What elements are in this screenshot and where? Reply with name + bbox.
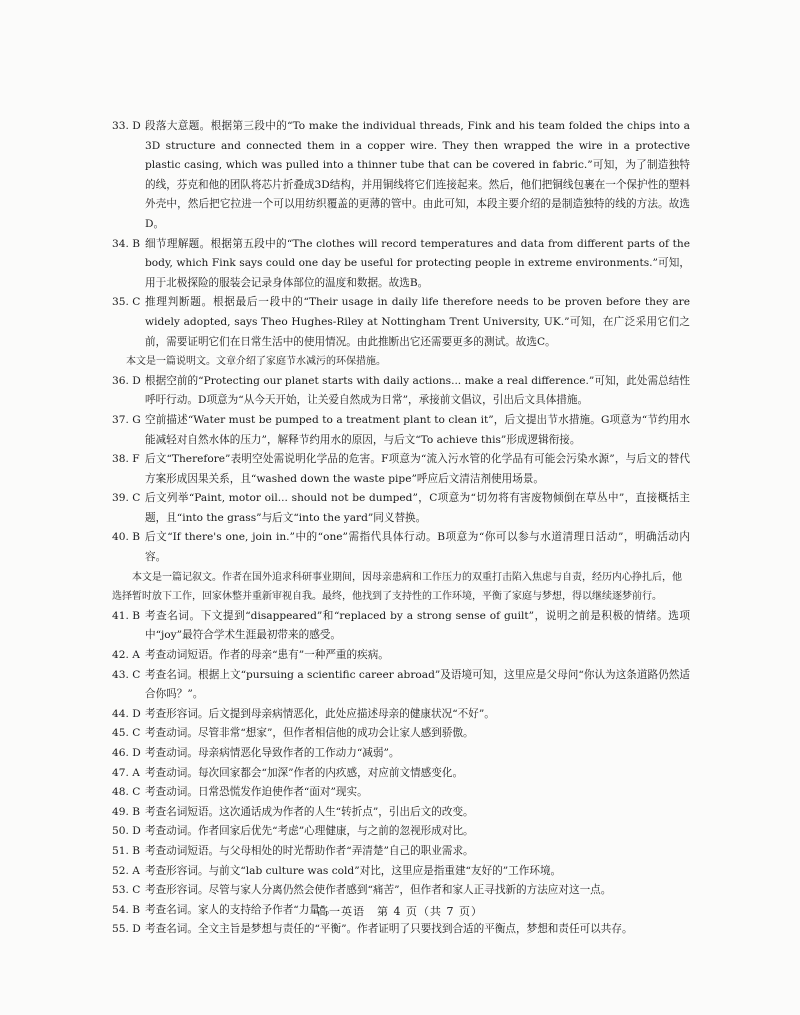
answer-number: 33. D (112, 120, 141, 132)
answer-explanation: 考查形容词。后文提到母亲病情恶化，此处应描述母亲的健康状况“不好”。 (145, 707, 495, 720)
answer-item (112, 293, 690, 352)
answer-explanation: 考查名词。家人的支持给予作者“力量”。 (145, 903, 336, 916)
answer-number: 44. D (112, 707, 141, 720)
answer-number: 50. D (112, 825, 141, 838)
answer-explanation: 段落大意题。根据第三段中的“To make the individual threads, Fink and his team folded the chips into a 3D structure and connected them in a copper wire. They then wrapped the wire in a protective plastic casing, which was pulled into a thinner tube that can be covered in fabric.”可知，为了制造独特的线，芬克和他的团队将芯片折叠成3D结构，并用铜线将它们连接起来。然后，他们把铜线包裹在一个保护性的塑料外壳中，然后把它拉进一个可以用纺织覆盖的更薄的管中。由此可知，本段主要介绍的是制造独特的线的方法。故选D。 (145, 120, 690, 230)
answer-explanation: 考查动词。日常恐慌发作迫使作者“面对”现实。 (145, 786, 368, 799)
answer-item (112, 117, 690, 235)
answer-explanation: 考查形容词。与前文“lab culture was cold”对比，这里应是指重建“友好的”工作环境。 (145, 864, 562, 877)
answer-number: 49. B (112, 805, 140, 818)
answer-item (112, 783, 690, 803)
answer-number: 39. C (112, 492, 141, 505)
answer-explanation: 考查动词。作者回家后优先“考虑”心理健康，与之前的忽视形成对比。 (145, 825, 474, 838)
answer-item (112, 803, 690, 823)
answer-item (112, 607, 690, 646)
answer-item (112, 646, 690, 666)
answer-explanation: 考查动词。每次回家都会“加深”作者的内疚感，对应前文情感变化。 (145, 766, 464, 779)
answer-explanation: 后文“Therefore”表明空处需说明化学品的危害。F项意为“流入污水管的化学品有可能会污染水源”，与后文的替代方案形成因果关系，且“washed down the waste pipe”呼应后文清洁剂使用场景。 (145, 453, 690, 485)
answer-item (112, 862, 690, 882)
answer-explanation: 细节理解题。根据第五段中的“The clothes will record temperatures and data from different parts of the body, which Fink says could one day be useful for protecting people in extreme environments.”可知，用于北极探险的服装会记录身体部位的温度和数据。故选B。 (145, 237, 690, 289)
answer-item (112, 528, 690, 567)
answer-item (112, 764, 690, 784)
answer-number: 37. G (112, 413, 141, 426)
answer-item (112, 411, 690, 450)
answer-number: 53. C (112, 884, 141, 897)
answer-number: 51. B (112, 844, 140, 857)
answer-number: 35. C (112, 296, 141, 309)
answer-item (112, 666, 690, 705)
answer-item (112, 744, 690, 764)
answer-number: 52. A (112, 864, 140, 877)
answer-number: 42. A (112, 649, 140, 662)
answer-number: 41. B (112, 609, 140, 622)
answer-explanation: 考查名词。全文主旨是梦想与责任的“平衡”。作者证明了只要找到合适的平衡点，梦想和责任可以共存。 (145, 923, 633, 936)
answer-number: 40. B (112, 531, 140, 544)
answer-number: 47. A (112, 766, 140, 779)
answer-number: 36. D (112, 374, 141, 387)
answer-explanation: 考查名词短语。这次通话成为作者的人生“转折点”，引出后文的改变。 (145, 805, 474, 818)
answer-number: 34. B (112, 237, 140, 250)
answer-content (112, 117, 690, 940)
answer-item (112, 822, 690, 842)
page-footer: 高一英语 第 4 页（共 7 页） (317, 905, 483, 918)
answer-item (112, 842, 690, 862)
answer-number: 54. B (112, 903, 140, 916)
answer-number: 55. D (112, 923, 141, 936)
answer-explanation: 考查动词短语。作者的母亲“患有”一种严重的疾病。 (145, 649, 389, 662)
answer-explanation: 考查名词。根据上文“pursuing a scientific career abroad”及语境可知，这里应是父母问“你认为这条道路仍然适合你吗？”。 (145, 668, 690, 701)
answer-number: 43. C (112, 668, 141, 681)
answer-explanation: 考查名词。下文提到“disappeared”和“replaced by a strong sense of guilt”，说明之前是积极的情绪。选项中“joy”最符合学术生涯最初带来的感受。 (145, 609, 690, 642)
answer-explanation: 后文列举“Paint, motor oil... should not be dumped”，C项意为“切勿将有害废物倾倒在草丛中”，直接概括主题，且“into the grass”与后文“into the yard”同义替换。 (145, 492, 690, 524)
answer-item (112, 235, 690, 294)
answer-explanation: 考查动词短语。与父母相处的时光帮助作者“弄清楚”自己的职业需求。 (145, 844, 474, 857)
answer-number: 45. C (112, 727, 141, 740)
answer-item (112, 724, 690, 744)
answer-item (112, 372, 690, 411)
answer-number: 38. F (112, 453, 140, 466)
answer-item (112, 705, 690, 725)
passage-summary: 本文是一篇说明文。文章介绍了家庭节水减污的环保措施。 (126, 356, 386, 368)
answer-explanation: 考查动词。母亲病情恶化导致作者的工作动力“减弱”。 (145, 747, 400, 759)
passage-summary: 本文是一篇记叙文。作者在国外追求科研事业期间，因母亲患病和工作压力的双重打击陷入焦虑与自责，经历内心挣扎后，他选择暂时放下工作，回家休整并重新审视自我。最终，他找到了支持性的工作环境，平衡了家庭与梦想，得以继续逐梦前行。 (112, 571, 682, 603)
answer-item (112, 450, 690, 489)
answer-item (112, 881, 690, 901)
answer-item (112, 920, 690, 940)
answer-number: 46. D (112, 747, 141, 759)
answer-explanation: 根据空前的“Protecting our planet starts with daily actions... make a real difference.”可知，此处需总结性呼吁行动。D项意为“从今天开始，让关爱自然成为日常”，承接前文倡议，引出后文具体措施。 (145, 374, 690, 407)
answer-explanation: 考查形容词。尽管与家人分离仍然会使作者感到“痛苦”，但作者和家人正寻找新的方法应对这一点。 (145, 884, 612, 897)
answer-explanation: 推理判断题。根据最后一段中的“Their usage in daily life therefore needs to be proven before they are widely adopted, says Theo Hughes-Riley at Nottingham Trent University, UK.”可知，在广泛采用它们之前，需要证明它们在日常生活中的使用情况。由此推断出它还需要更多的测试。故选C。 (145, 296, 690, 348)
answer-explanation: 后文“If there's one, join in.”中的“one”需指代具体行动。B项意为“你可以参与水道清理日活动”，明确活动内容。 (145, 531, 690, 564)
answer-explanation: 空前描述“Water must be pumped to a treatment plant to clean it”，后文提出节水措施。G项意为“节约用水能减轻对自然水体的压力”，解释节约用水的原因，与后文“To achieve this”形成逻辑衔接。 (145, 413, 690, 446)
answer-number: 48. C (112, 786, 141, 799)
answer-explanation: 考查动词。尽管非常“想家”，但作者相信他的成功会让家人感到骄傲。 (145, 727, 474, 740)
answer-item (112, 489, 690, 528)
